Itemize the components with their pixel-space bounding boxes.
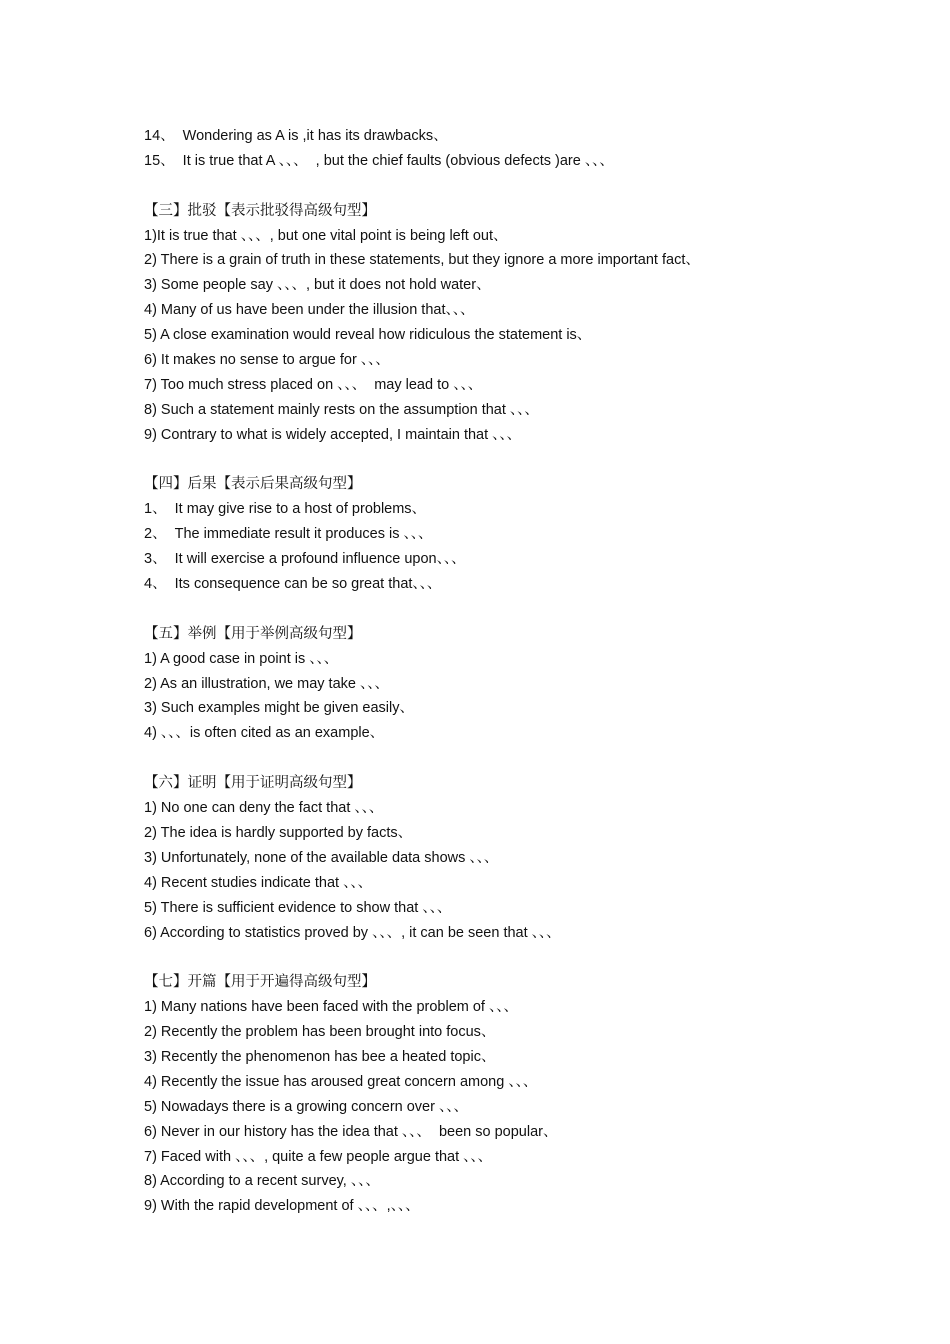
section-heading: 【六】证明【用于证明高级句型】 <box>144 775 362 792</box>
document-body <box>144 124 864 1219</box>
list-item: 2) There is a grain of truth in these statements, but they ignore a more important fact、 <box>144 252 700 269</box>
list-item: 9) With the rapid development of 、、、,、、、 <box>144 1198 420 1215</box>
list-item: 9) Contrary to what is widely accepted, I maintain that 、、、 <box>144 426 522 443</box>
list-item: 5) Nowadays there is a growing concern over 、、、 <box>144 1098 468 1115</box>
list-item: 4) 、、、is often cited as an example、 <box>144 725 385 742</box>
spacer <box>144 746 864 771</box>
section-heading: 【四】后果【表示后果高级句型】 <box>144 476 362 493</box>
list-item: 8) Such a statement mainly rests on the assumption that 、、、 <box>144 401 539 418</box>
list-item: 1) No one can deny the fact that 、、、 <box>144 800 384 817</box>
spacer <box>144 597 864 622</box>
list-item: 6) It makes no sense to argue for 、、、 <box>144 352 390 369</box>
list-item: 3) Recently the phenomenon has bee a heated topic、 <box>144 1048 496 1065</box>
list-item: 3) Some people say 、、、, but it does not hold water、 <box>144 277 491 294</box>
list-item: 5) There is sufficient evidence to show that 、、、 <box>144 899 452 916</box>
list-item: 2、 The immediate result it produces is 、、、 <box>144 526 433 543</box>
list-item: 1、 It may give rise to a host of problems、 <box>144 501 427 518</box>
list-item: 3、 It will exercise a profound influence upon、、、 <box>144 551 466 568</box>
spacer <box>144 945 864 970</box>
section-heading: 【五】举例【用于举例高级句型】 <box>144 625 362 642</box>
list-item: 1)It is true that 、、、, but one vital point is being left out、 <box>144 227 508 244</box>
section-heading: 【三】批驳【表示批驳得高级句型】 <box>144 202 376 219</box>
list-item: 14、 Wondering as A is ,it has its drawbacks、 <box>144 128 448 144</box>
section-heading: 【七】开篇【用于开遍得高级句型】 <box>144 974 376 991</box>
spacer <box>144 448 864 473</box>
list-item: 2) Recently the problem has been brought into focus、 <box>144 1024 496 1041</box>
list-item: 4、 Its consequence can be so great that、、、 <box>144 576 442 593</box>
list-item: 4) Recent studies indicate that 、、、 <box>144 874 373 891</box>
list-item: 6) According to statistics proved by 、、、, it can be seen that 、、、 <box>144 924 561 941</box>
list-item: 2) The idea is hardly supported by facts、 <box>144 824 413 841</box>
list-item: 3) Such examples might be given easily、 <box>144 700 414 717</box>
spacer <box>144 174 864 199</box>
list-item: 5) A close examination would reveal how ridiculous the statement is、 <box>144 327 592 344</box>
list-item: 7) Faced with 、、、, quite a few people argue that 、、、 <box>144 1148 493 1165</box>
list-item: 7) Too much stress placed on 、、、 may lead to 、、、 <box>144 376 483 393</box>
list-item: 1) Many nations have been faced with the problem of 、、、 <box>144 999 518 1016</box>
list-item: 15、 It is true that A 、、、 , but the chief faults (obvious defects )are 、、、 <box>144 152 614 169</box>
list-item: 4) Many of us have been under the illusion that、、、 <box>144 302 475 319</box>
list-item: 2) As an illustration, we may take 、、、 <box>144 675 389 692</box>
list-item: 8) According to a recent survey, 、、、 <box>144 1173 380 1190</box>
list-item: 6) Never in our history has the idea that 、、、 been so popular、 <box>144 1123 558 1140</box>
list-item: 4) Recently the issue has aroused great concern among 、、、 <box>144 1073 538 1090</box>
list-item: 1) A good case in point is 、、、 <box>144 650 339 667</box>
list-item: 3) Unfortunately, none of the available data shows 、、、 <box>144 849 499 866</box>
